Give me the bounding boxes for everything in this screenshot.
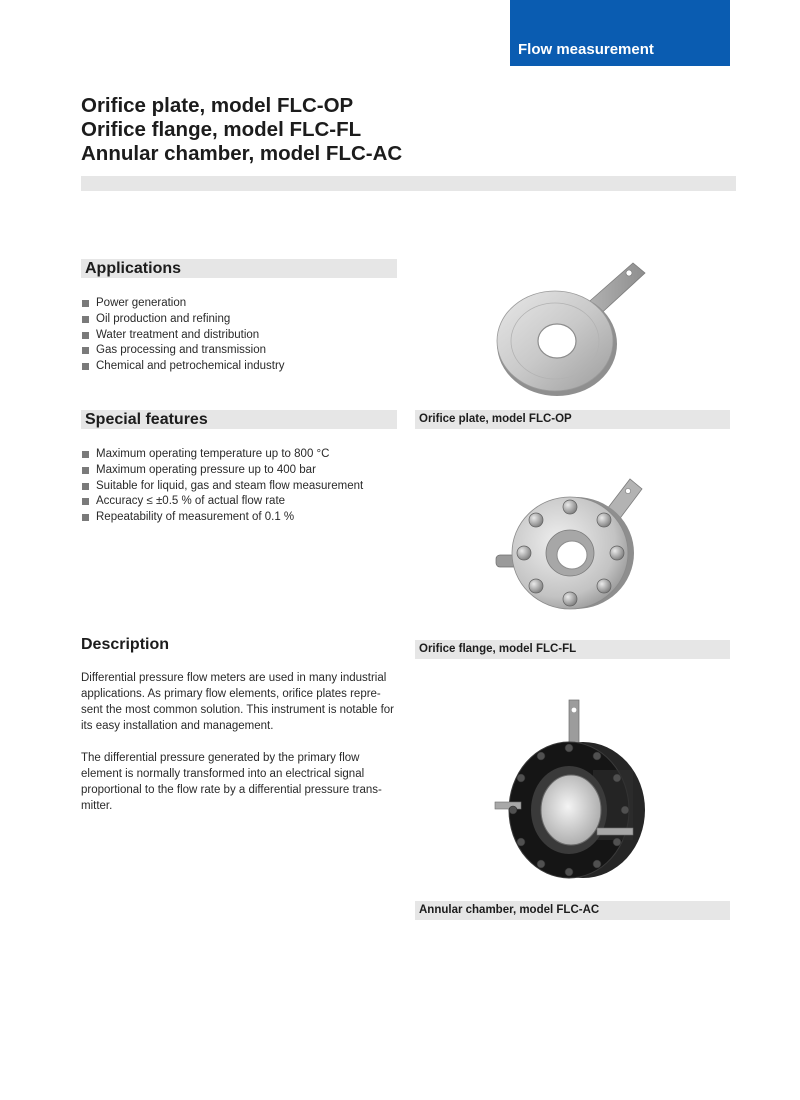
annular-chamber-image: [493, 698, 653, 884]
special-features-heading: Special features: [81, 410, 397, 429]
orifice-plate-image: [495, 255, 655, 400]
paragraph-line: sent the most common solution. This instrument is notable for: [81, 704, 394, 716]
special-features-list: [81, 447, 363, 526]
list-item: Power generation: [81, 296, 285, 312]
page-titles: [81, 94, 402, 166]
list-item: Repeatability of measurement of 0.1 %: [81, 510, 363, 526]
orifice-flange-caption: Orifice flange, model FLC-FL: [415, 640, 730, 659]
paragraph-line: element is normally transformed into an electrical signal: [81, 768, 365, 780]
list-item: Chemical and petrochemical industry: [81, 359, 285, 375]
page-title-3: Annular chamber, model FLC-AC: [81, 142, 403, 165]
paragraph-line: The differential pressure generated by the primary flow: [81, 752, 360, 764]
paragraph-line: proportional to the flow rate by a differential pressure trans-: [81, 784, 382, 796]
list-item: Maximum operating pressure up to 400 bar: [81, 463, 363, 479]
list-item: Gas processing and transmission: [81, 343, 285, 359]
header-tab-label: Flow measurement: [518, 41, 654, 58]
applications-heading: Applications: [81, 259, 397, 278]
paragraph-line: Differential pressure flow meters are used in many industrial: [81, 672, 387, 684]
description-paragraph-1: [81, 670, 399, 734]
description-paragraph-2: [81, 750, 399, 814]
list-item: Water treatment and distribution: [81, 328, 285, 344]
list-item: Maximum operating temperature up to 800 °C: [81, 447, 363, 463]
description-heading: Description: [81, 636, 170, 653]
annular-chamber-caption: Annular chamber, model FLC-AC: [415, 901, 730, 920]
list-item: Suitable for liquid, gas and steam flow measurement: [81, 479, 363, 495]
applications-list: [81, 296, 285, 375]
paragraph-line: its easy installation and management.: [81, 720, 274, 732]
paragraph-line: applications. As primary flow elements, orifice plates repre-: [81, 688, 381, 700]
list-item: Oil production and refining: [81, 312, 285, 328]
orifice-flange-image: [492, 475, 652, 627]
page-title-2: Orifice flange, model FLC-FL: [81, 118, 362, 141]
list-item: Accuracy ≤ ±0.5 % of actual flow rate: [81, 494, 363, 510]
page-title-1: Orifice plate, model FLC-OP: [81, 94, 354, 117]
title-divider-bar: [81, 176, 736, 191]
paragraph-line: mitter.: [81, 800, 113, 812]
orifice-plate-caption: Orifice plate, model FLC-OP: [415, 410, 730, 429]
header-tab: [510, 0, 730, 66]
